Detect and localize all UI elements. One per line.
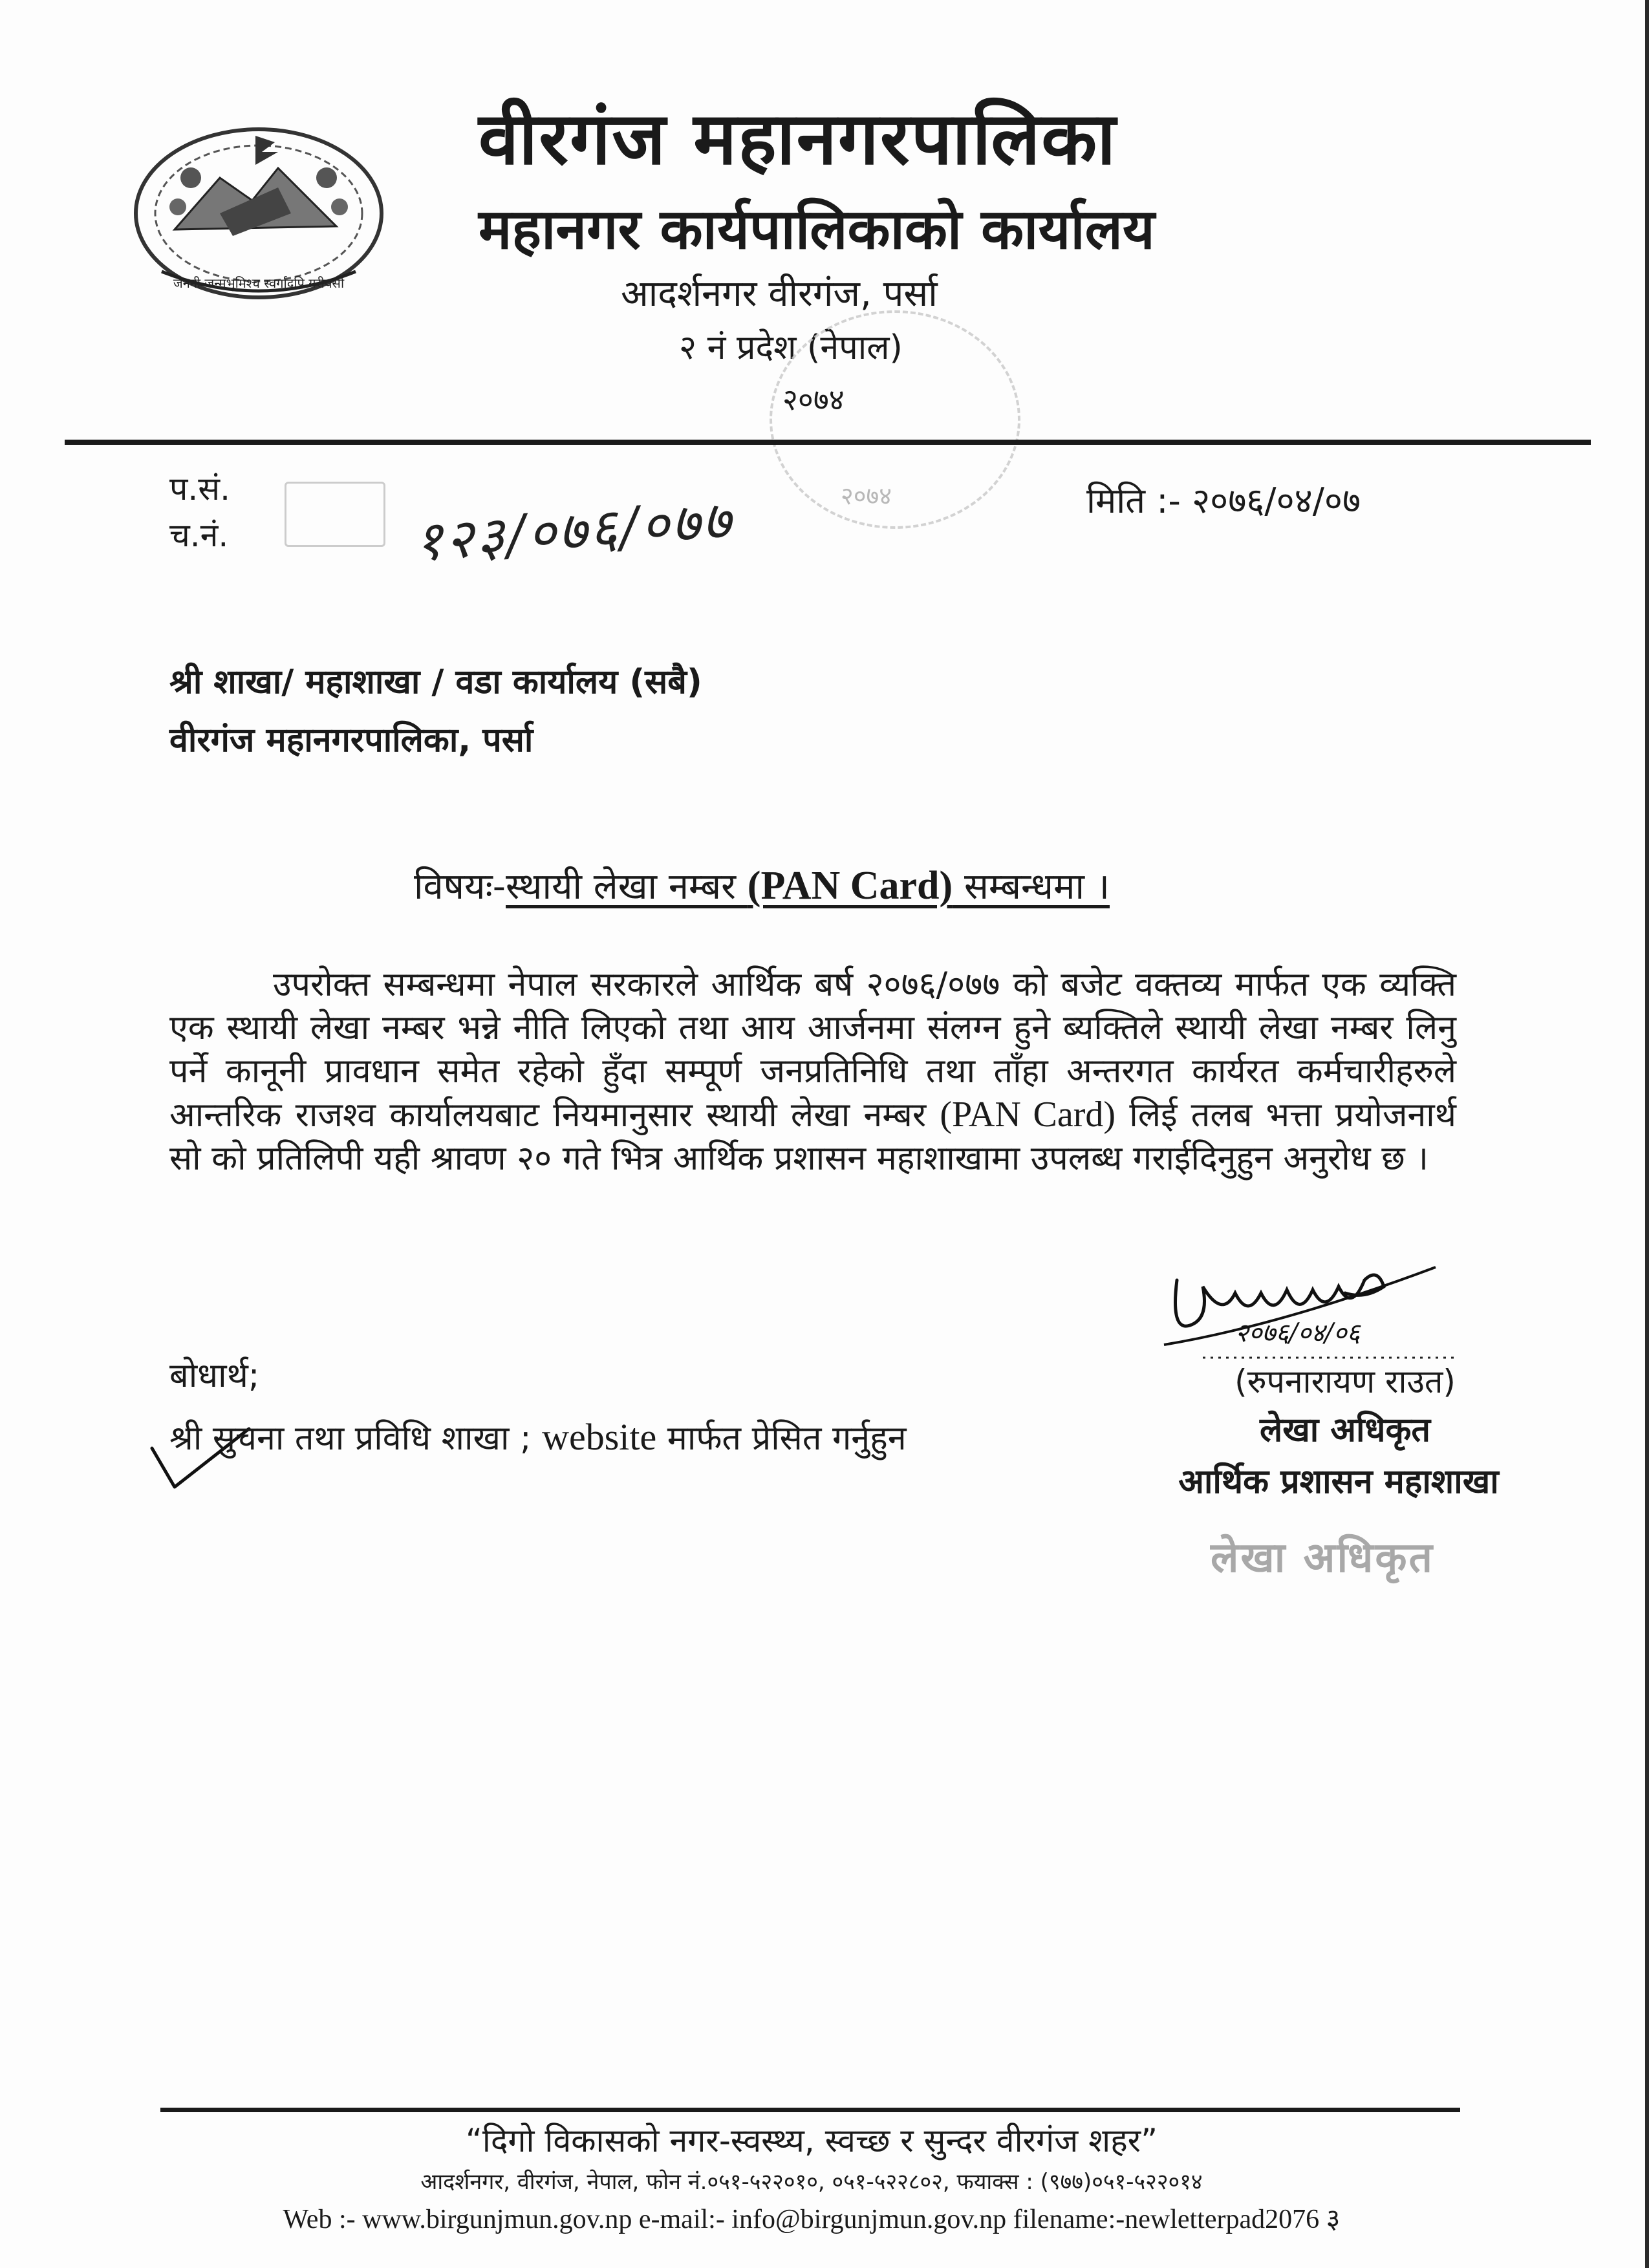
chalani-label: च.नं. <box>169 517 229 554</box>
footer-web-email: Web :- www.birgunjmun.gov.np e-mail:- info@birgunjmun.gov.np filename:-newletterpad2076 ३ <box>283 2205 1341 2234</box>
subject-pan: (PAN Card) <box>747 864 953 908</box>
org-title: वीरगंज महानगरपालिका <box>479 97 1117 181</box>
subject-text-before: स्थायी लेखा नम्बर <box>506 866 748 908</box>
body-part-1: उपरोक्त सम्बन्धमा नेपाल सरकारले आर्थिक बर्ष २०७६/०७७ को बजेट वक्तव्य मार्फत एक व्यक्ति एक स्थायी लेखा नम्बर भन्ने नीति लिएको तथा आय आर्जनमा संलग्न हुने ब्यक्तिले स्थायी लेखा नम्बर लिनु पर्ने कानूनी प्रावधान समेत रहेको हुँदा सम्पूर्ण जनप्रतिनिधि तथा ताँहा अन्तरगत कार्यरत कर्मचारीहरुले आन्तरिक राजश्व कार्यालयबाट नियमानुसार स्थायी लेखा नम्बर <box>169 965 1456 1135</box>
signatory-department: आर्थिक प्रशासन महाशाखा <box>1178 1462 1499 1501</box>
bodhartha-item <box>169 1416 1139 1460</box>
established-year: २०७४ <box>782 382 845 417</box>
office-title: महानगर कार्यपालिकाको कार्यालय <box>479 197 1155 262</box>
bodhartha-website: website <box>542 1416 657 1458</box>
subject-line <box>414 860 1319 913</box>
date-label: मिति :- <box>1086 480 1181 521</box>
date-value: २०७६/०४/०७ <box>1192 480 1361 521</box>
signatory-name: (रुपनारायण राउत) <box>1234 1363 1456 1400</box>
patra-sankhya-label: प.सं. <box>169 470 230 508</box>
scan-edge <box>1645 0 1649 2268</box>
signature-handwritten-date: २०७६/०४/०६ <box>1235 1318 1361 1348</box>
subject-text-after: सम्बन्धमा । <box>953 866 1110 908</box>
letter-body <box>169 963 1456 1181</box>
handwritten-reference-number: १२३/०७६/०७७ <box>412 487 735 574</box>
reference-labels <box>169 465 299 559</box>
office-round-stamp <box>770 310 1020 529</box>
nepal-emblem-logo <box>123 116 394 310</box>
bodhartha-item-suffix: मार्फत प्रेसित गर्नुहुन <box>656 1419 907 1458</box>
date-line <box>1086 478 1361 524</box>
body-part-2: लिई तलब भत्ता प्रयोजनार्थ सो को प्रतिलिपी यही श्रावण २० गते भित्र आर्थिक प्रशासन महाशाखामा उपलब्ध गराईदिनुहुन अनुरोध छ । <box>169 1096 1456 1178</box>
designation-stamp: लेखा अधिकृत <box>1210 1534 1435 1582</box>
addressee-line-1: श्री शाखा/ महाशाखा / वडा कार्यालय (सबै) <box>169 663 702 701</box>
bodhartha-label: बोधार्थ; <box>169 1356 260 1395</box>
footer-contact: आदर्शनगर, वीरगंज, नेपाल, फोन नं.०५१-५२२०१०, ०५१-५२२८०२, फयाक्स : (९७७)०५१-५२२०१४ <box>420 2169 1203 2195</box>
faint-reference-stamp <box>285 482 385 547</box>
bodhartha-item-prefix: श्री सुचना तथा प्रविधि शाखा ; <box>169 1419 543 1458</box>
header-divider <box>65 440 1591 445</box>
subject-text <box>506 866 1110 908</box>
footer-divider <box>160 2108 1460 2112</box>
emblem-motto: जननी जन्मभूमिश्च स्वर्गादपि गरीयसी <box>173 275 345 291</box>
addressee-line-2: वीरगंज महानगरपालिका, पर्सा <box>169 721 534 760</box>
address-line-2: २ नं प्रदेश (नेपाल) <box>679 328 903 367</box>
footer-slogan: “दिगो विकासको नगर-स्वस्थ्य, स्वच्छ र सुन्दर वीरगंज शहर” <box>465 2122 1158 2159</box>
signatory-designation: लेखा अधिकृत <box>1259 1411 1431 1450</box>
body-pan: (PAN Card) <box>940 1095 1116 1135</box>
subject-label: विषयः- <box>414 866 506 908</box>
handwritten-signature <box>1151 1228 1455 1377</box>
stamp-year: २०७४ <box>841 482 892 510</box>
addressee-block <box>169 653 1204 769</box>
address-line-1: आदर्शनगर वीरगंज, पर्सा <box>621 273 938 315</box>
